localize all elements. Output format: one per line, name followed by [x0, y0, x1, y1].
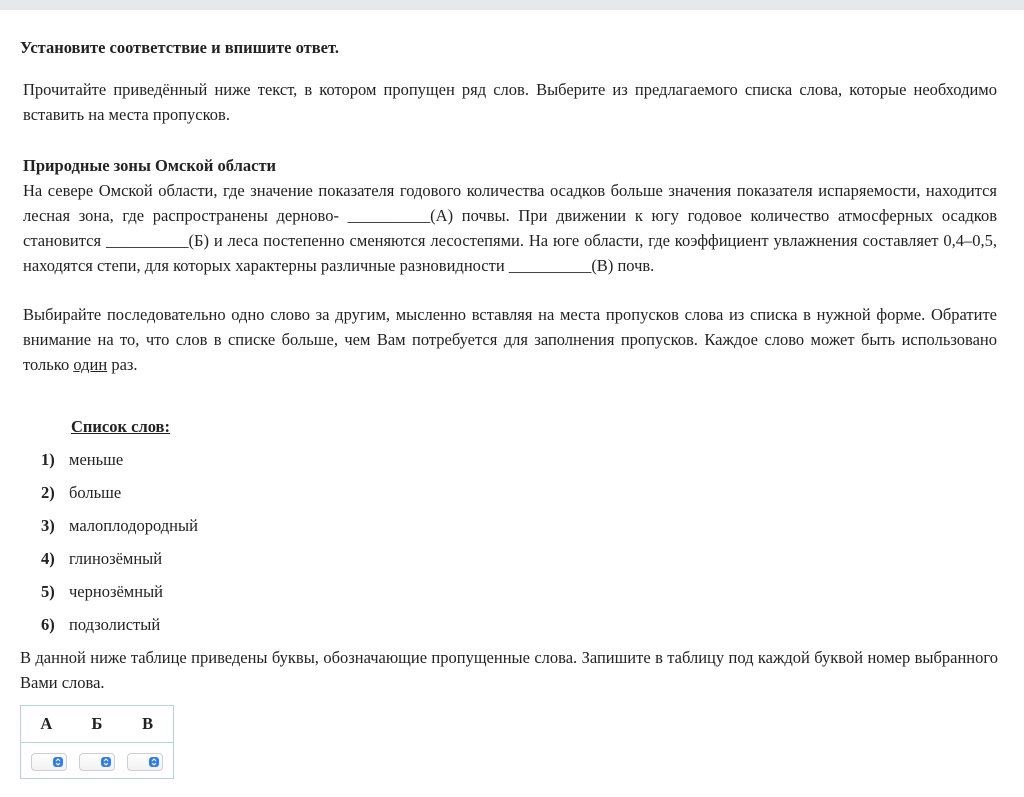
list-item-number: 6)	[41, 615, 55, 634]
word-list	[41, 447, 198, 645]
passage-text	[23, 178, 997, 278]
list-item-word: меньше	[69, 450, 124, 469]
list-item-number: 3)	[41, 516, 55, 535]
list-item	[41, 513, 198, 546]
answer-select-a[interactable]	[31, 753, 67, 771]
list-item-word: чернозёмный	[69, 582, 163, 601]
answer-header-a: А	[40, 714, 53, 733]
list-item	[41, 612, 198, 645]
answer-table-row	[21, 743, 173, 780]
list-item-number: 5)	[41, 582, 55, 601]
passage-segment: почвы. При движении к югу годовое количество атмосферных осадков становится	[23, 206, 997, 250]
answer-table	[20, 705, 174, 779]
answer-table-header	[21, 706, 173, 743]
chevron-up-down-icon	[149, 757, 159, 767]
choose-note-emphasis: один	[73, 355, 108, 374]
list-item-word: малоплодородный	[69, 516, 198, 535]
list-item-word: подзолистый	[69, 615, 161, 634]
passage-segment: почв.	[613, 256, 655, 275]
choose-note-text: раз.	[107, 355, 138, 374]
answer-header-c: В	[142, 714, 154, 733]
table-instruction: В данной ниже таблице приведены буквы, обозначающие пропущенные слова. Запишите в таблицу под каждой буквой номер выбранного Вами слова.	[20, 648, 998, 692]
chevron-up-down-icon	[53, 757, 63, 767]
blank-a: __________(А)	[347, 206, 454, 225]
passage-segment: и леса постепенно сменяются лесостепями. На юге области, где коэффициент увлажнения составляет 0,4–0,5, находятся степи, для которых характерны различные разновидности	[23, 231, 997, 275]
chevron-up-down-icon	[101, 757, 111, 767]
list-item-number: 4)	[41, 549, 55, 568]
list-item	[41, 579, 198, 612]
list-item	[41, 447, 198, 480]
top-bar	[0, 0, 1024, 10]
list-item-number: 2)	[41, 483, 55, 502]
blank-c: __________(В)	[508, 256, 614, 275]
list-item	[41, 546, 198, 579]
list-item-number: 1)	[41, 450, 55, 469]
task-instruction: Установите соответствие и впишите ответ.	[20, 38, 339, 57]
intro-paragraph: Прочитайте приведённый ниже текст, в котором пропущен ряд слов. Выберите из предлагаемого списка слова, которые необходимо вставить на места пропусков.	[23, 80, 997, 124]
passage-title: Природные зоны Омской области	[23, 156, 277, 175]
choose-note	[23, 302, 997, 377]
list-item	[41, 480, 198, 513]
list-item-word: глинозёмный	[69, 549, 163, 568]
answer-select-b[interactable]	[79, 753, 115, 771]
passage-segment: На севере Омской области, где значение показателя годового количества осадков больше значения показателя испаряемости, находится лесная зона, где распространены дерново-	[23, 181, 997, 225]
answer-select-c[interactable]	[127, 753, 163, 771]
choose-note-text: Выбирайте последовательно одно слово за другим, мысленно вставляя на места пропусков слова из списка в нужной форме. Обратите внимание на то, что слов в списке больше, чем Вам потребуется для заполнения пропусков. Каждое слово может быть использовано только	[23, 305, 997, 374]
answer-header-b: Б	[91, 714, 103, 733]
word-list-title: Список слов:	[71, 417, 170, 436]
blank-b: __________(Б)	[105, 231, 209, 250]
list-item-word: больше	[69, 483, 122, 502]
